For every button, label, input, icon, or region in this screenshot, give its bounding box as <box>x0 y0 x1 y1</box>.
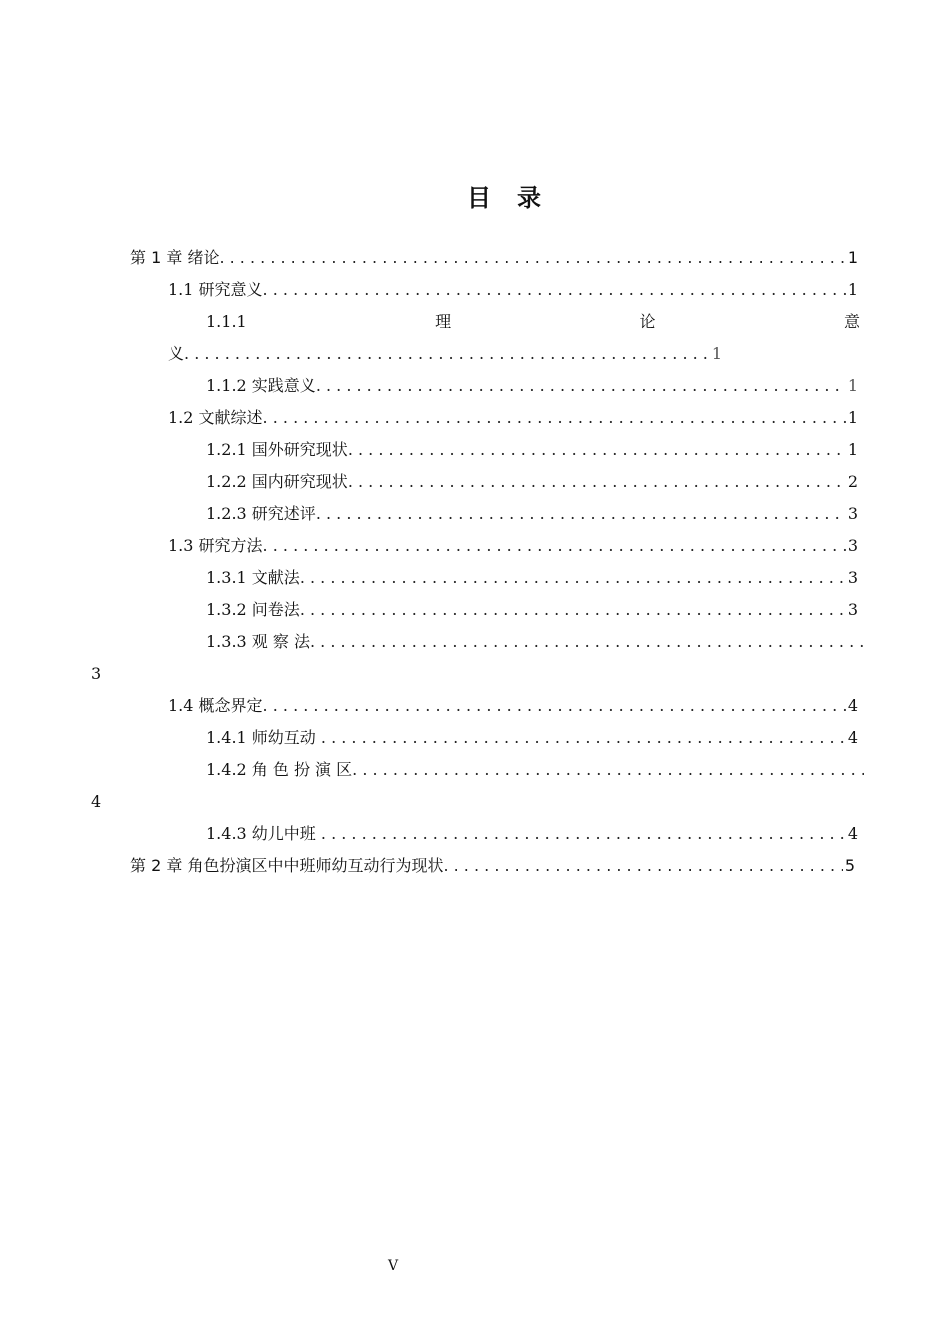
toc-page: 4 <box>847 728 858 747</box>
dot-leader <box>263 406 846 430</box>
toc-label-char: 论 <box>639 312 656 331</box>
dot-leader <box>263 278 846 302</box>
toc-entry-1-2-1[interactable] <box>206 438 858 462</box>
toc-label: 1.2.3 研究述评 <box>206 504 316 523</box>
toc-entry-1-1-1-cont[interactable] <box>168 342 722 366</box>
toc-page: 1 <box>847 280 858 299</box>
toc-page: 1 <box>847 376 858 395</box>
toc-page: 4 <box>847 824 858 843</box>
toc-entry-1-4-1[interactable] <box>206 726 858 750</box>
toc-label: 1.4.1 师幼互动 <box>206 728 321 747</box>
toc-label: 义 <box>168 344 185 363</box>
toc-page-wrapped: 3 <box>91 664 102 683</box>
toc-label: 1.1 研究意义 <box>168 280 263 299</box>
toc-entry-ch1[interactable] <box>130 246 858 270</box>
toc-entry-1-2-3[interactable] <box>206 502 858 526</box>
toc-label: 1.3.2 问卷法 <box>206 600 300 619</box>
toc-entry-1-4[interactable] <box>168 694 858 718</box>
toc-label-char: 意 <box>843 312 860 331</box>
dot-leader <box>316 502 846 526</box>
toc-page: 3 <box>847 536 858 555</box>
toc-label: 1.4.3 幼儿中班 <box>206 824 321 843</box>
dot-leader <box>263 694 846 718</box>
toc-page-wrapped: 4 <box>91 792 102 811</box>
toc-entry-1-3[interactable] <box>168 534 858 558</box>
title-char-1: 目 <box>467 184 493 212</box>
dot-leader <box>348 438 846 462</box>
toc-page: 2 <box>847 472 858 491</box>
toc-entry-1-3-3[interactable] <box>206 630 864 654</box>
toc-label: 1.2 文献综述 <box>168 408 263 427</box>
toc-entry-1-1-2[interactable] <box>206 374 858 398</box>
toc-label: 第 2 章 角色扮演区中中班师幼互动行为现状 <box>130 856 444 875</box>
dot-leader <box>321 726 846 750</box>
toc-entry-1-1[interactable] <box>168 278 858 302</box>
toc-entry-1-4-2[interactable] <box>206 758 864 782</box>
toc-entry-1-1-1[interactable] <box>206 310 860 334</box>
toc-page: 3 <box>847 504 858 523</box>
toc-entry-1-4-3[interactable] <box>206 822 858 846</box>
toc-label-number: 1.1.1 <box>206 312 247 331</box>
dot-leader <box>300 566 846 590</box>
dot-leader <box>300 598 846 622</box>
toc-entry-ch2[interactable] <box>130 854 855 878</box>
dot-leader <box>348 470 846 494</box>
toc-label: 1.3 研究方法 <box>168 536 263 555</box>
page-number-footer: V <box>388 1258 399 1274</box>
toc-label: 1.3.3 观 察 法 <box>206 632 310 651</box>
toc-page: 1 <box>847 408 858 427</box>
toc-entry-1-2[interactable] <box>168 406 858 430</box>
toc-label: 1.2.2 国内研究现状 <box>206 472 348 491</box>
toc-label: 1.1.2 实践意义 <box>206 376 316 395</box>
dot-leader <box>263 534 846 558</box>
toc-label: 第 1 章 绪论 <box>130 248 220 267</box>
toc-label: 1.4 概念界定 <box>168 696 263 715</box>
dot-leader <box>310 630 864 654</box>
toc-page: 3 <box>847 568 858 587</box>
toc-page: 1 <box>847 440 858 459</box>
toc-page: 1 <box>847 248 858 267</box>
dot-leader <box>321 822 846 846</box>
toc-page: 1 <box>711 344 722 363</box>
toc-label-char: 理 <box>435 312 452 331</box>
toc-label: 1.4.2 角 色 扮 演 区 <box>206 760 353 779</box>
toc-label: 1.3.1 文献法 <box>206 568 300 587</box>
dot-leader <box>184 342 710 366</box>
toc-entry-1-2-2[interactable] <box>206 470 858 494</box>
toc-entry-1-3-2[interactable] <box>206 598 858 622</box>
toc-page: 5 <box>844 856 855 875</box>
toc-page: 3 <box>847 600 858 619</box>
page-title <box>0 178 950 213</box>
toc-entry-1-3-1[interactable] <box>206 566 858 590</box>
dot-leader <box>352 758 864 782</box>
dot-leader <box>443 854 842 878</box>
dot-leader <box>316 374 846 398</box>
toc-label: 1.2.1 国外研究现状 <box>206 440 348 459</box>
title-char-2: 录 <box>517 184 543 212</box>
dot-leader <box>219 246 845 270</box>
toc-page: 4 <box>847 696 858 715</box>
